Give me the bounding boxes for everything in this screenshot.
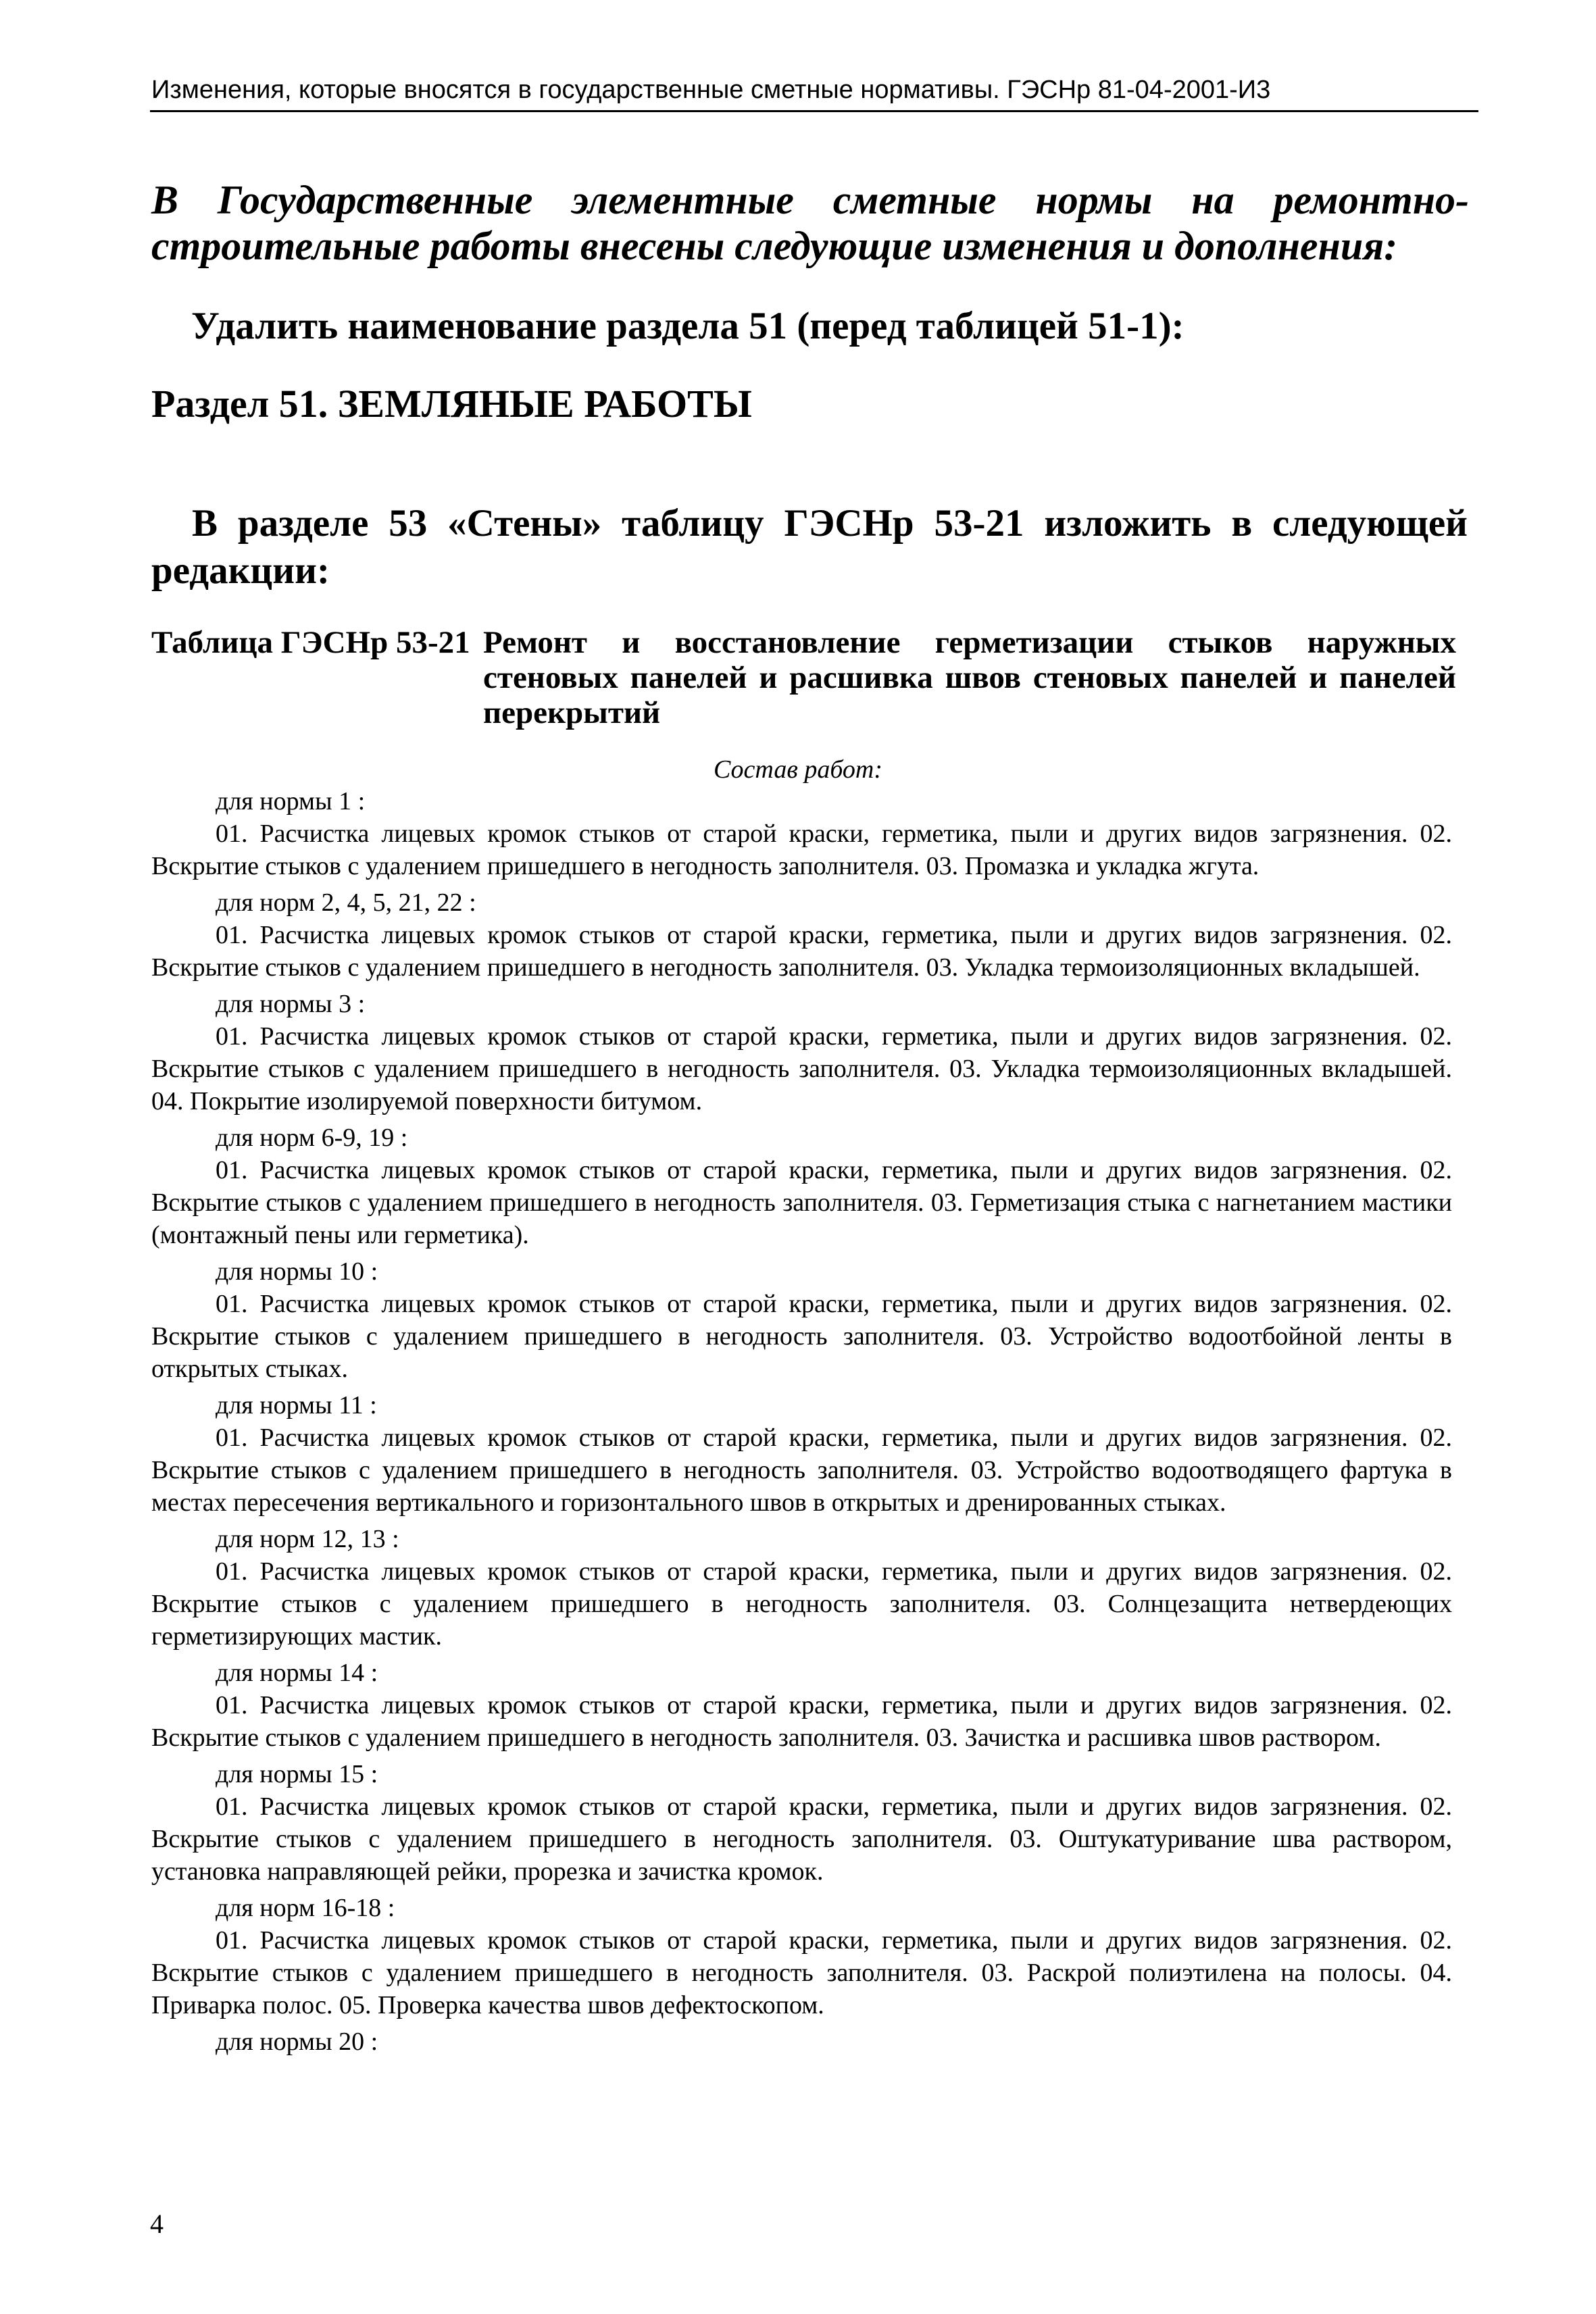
norm-block	[151, 1389, 1452, 1519]
norm-block	[151, 1892, 1452, 2021]
replace-instruction: В разделе 53 «Стены» таблицу ГЭСНр 53-21 изложить в следующей редакции:	[151, 502, 1468, 592]
norm-block	[151, 1657, 1452, 1754]
norm-text: 01. Расчистка лицевых кромок стыков от старой краски, герметика, пыли и других видов загрязнения. 02. Вскрытие стыков с удалением пришедшего в негодность заполнителя. 03. Оштукатуривание шва раствором, установка направляющей рейки, прорезка и зачистка кромок.	[151, 1792, 1452, 1886]
norm-label: для нормы 3 :	[216, 990, 366, 1018]
norm-label: для норм 16-18 :	[216, 1894, 395, 1922]
norm-block	[151, 886, 1452, 984]
norm-text: 01. Расчистка лицевых кромок стыков от старой краски, герметика, пыли и других видов загрязнения. 02. Вскрытие стыков с удалением пришедшего в негодность заполнителя. 03. Раскрой полиэтилена на полосы. 04. Приварка полос. 05. Проверка качества швов дефектоскопом.	[151, 1926, 1452, 2019]
running-header: Изменения, которые вносятся в государственные сметные нормативы. ГЭСНр 81-04-2001-И3	[151, 76, 1271, 104]
composition-heading: Состав работ:	[713, 755, 883, 784]
norm-label: для нормы 14 :	[216, 1659, 378, 1687]
norm-text: 01. Расчистка лицевых кромок стыков от старой краски, герметика, пыли и других видов загрязнения. 02. Вскрытие стыков с удалением пришедшего в негодность заполнителя. 03. Промазка и укладка жгута.	[151, 820, 1452, 880]
norm-block	[151, 988, 1452, 1117]
delete-instruction: Удалить наименование раздела 51 (перед таблицей 51-1):	[191, 305, 1184, 347]
norm-label: для нормы 1 :	[216, 787, 366, 815]
norm-text: 01. Расчистка лицевых кромок стыков от старой краски, герметика, пыли и других видов загрязнения. 02. Вскрытие стыков с удалением пришедшего в негодность заполнителя. 03. Зачистка и расшивка швов раствором.	[151, 1691, 1452, 1752]
norm-text: 01. Расчистка лицевых кромок стыков от старой краски, герметика, пыли и других видов загрязнения. 02. Вскрытие стыков с удалением пришедшего в негодность заполнителя. 03. Укладка термоизоляционных вкладышей.	[151, 921, 1452, 982]
norm-label: для норм 6-9, 19 :	[216, 1124, 408, 1152]
norm-label: для нормы 20 :	[216, 2028, 378, 2056]
norm-label: для нормы 15 :	[216, 1760, 378, 1788]
table-title: Ремонт и восстановление герметизации стыков наружных стеновых панелей и расшивка швов стеновых панелей и панелей перекрытий	[483, 625, 1456, 730]
page-number: 4	[150, 2209, 164, 2239]
intro-paragraph: В Государственные элементные сметные нормы на ремонтно-строительные работы внесены следующие изменения и дополнения:	[151, 178, 1469, 268]
section-title: Раздел 51. ЗЕМЛЯНЫЕ РАБОТЫ	[151, 382, 752, 426]
norm-block	[151, 1255, 1452, 1385]
norm-block	[151, 785, 1452, 882]
norm-label: для нормы 11 :	[216, 1391, 377, 1419]
norm-block	[151, 2026, 1452, 2058]
table-label: Таблица ГЭСНр 53-21	[151, 625, 470, 660]
norm-text: 01. Расчистка лицевых кромок стыков от старой краски, герметика, пыли и других видов загрязнения. 02. Вскрытие стыков с удалением пришедшего в негодность заполнителя. 03. Устройство водоотводящего фартука в местах пересечения вертикального и горизонтального швов в открытых и дренированных стыках.	[151, 1424, 1452, 1517]
norm-block	[151, 1758, 1452, 1888]
norm-label: для нормы 10 :	[216, 1257, 378, 1286]
norm-text: 01. Расчистка лицевых кромок стыков от старой краски, герметика, пыли и других видов загрязнения. 02. Вскрытие стыков с удалением пришедшего в негодность заполнителя. 03. Укладка термоизоляционных вкладышей. 04. Покрытие изолируемой поверхности битумом.	[151, 1022, 1452, 1115]
norm-text: 01. Расчистка лицевых кромок стыков от старой краски, герметика, пыли и других видов загрязнения. 02. Вскрытие стыков с удалением пришедшего в негодность заполнителя. 03. Устройство водоотбойной ленты в открытых стыках.	[151, 1290, 1452, 1383]
norm-label: для норм 2, 4, 5, 21, 22 :	[216, 888, 476, 917]
norm-block	[151, 1523, 1452, 1653]
norms-list	[151, 785, 1452, 2058]
norm-block	[151, 1122, 1452, 1251]
norm-label: для норм 12, 13 :	[216, 1525, 399, 1553]
norm-text: 01. Расчистка лицевых кромок стыков от старой краски, герметика, пыли и других видов загрязнения. 02. Вскрытие стыков с удалением пришедшего в негодность заполнителя. 03. Герметизация стыка с нагнетанием мастики (монтажный пены или герметика).	[151, 1156, 1452, 1249]
table-heading	[151, 625, 1455, 733]
header-rule	[150, 110, 1478, 112]
norm-text: 01. Расчистка лицевых кромок стыков от старой краски, герметика, пыли и других видов загрязнения. 02. Вскрытие стыков с удалением пришедшего в негодность заполнителя. 03. Солнцезащита нетвердеющих герметизирующих мастик.	[151, 1557, 1452, 1651]
